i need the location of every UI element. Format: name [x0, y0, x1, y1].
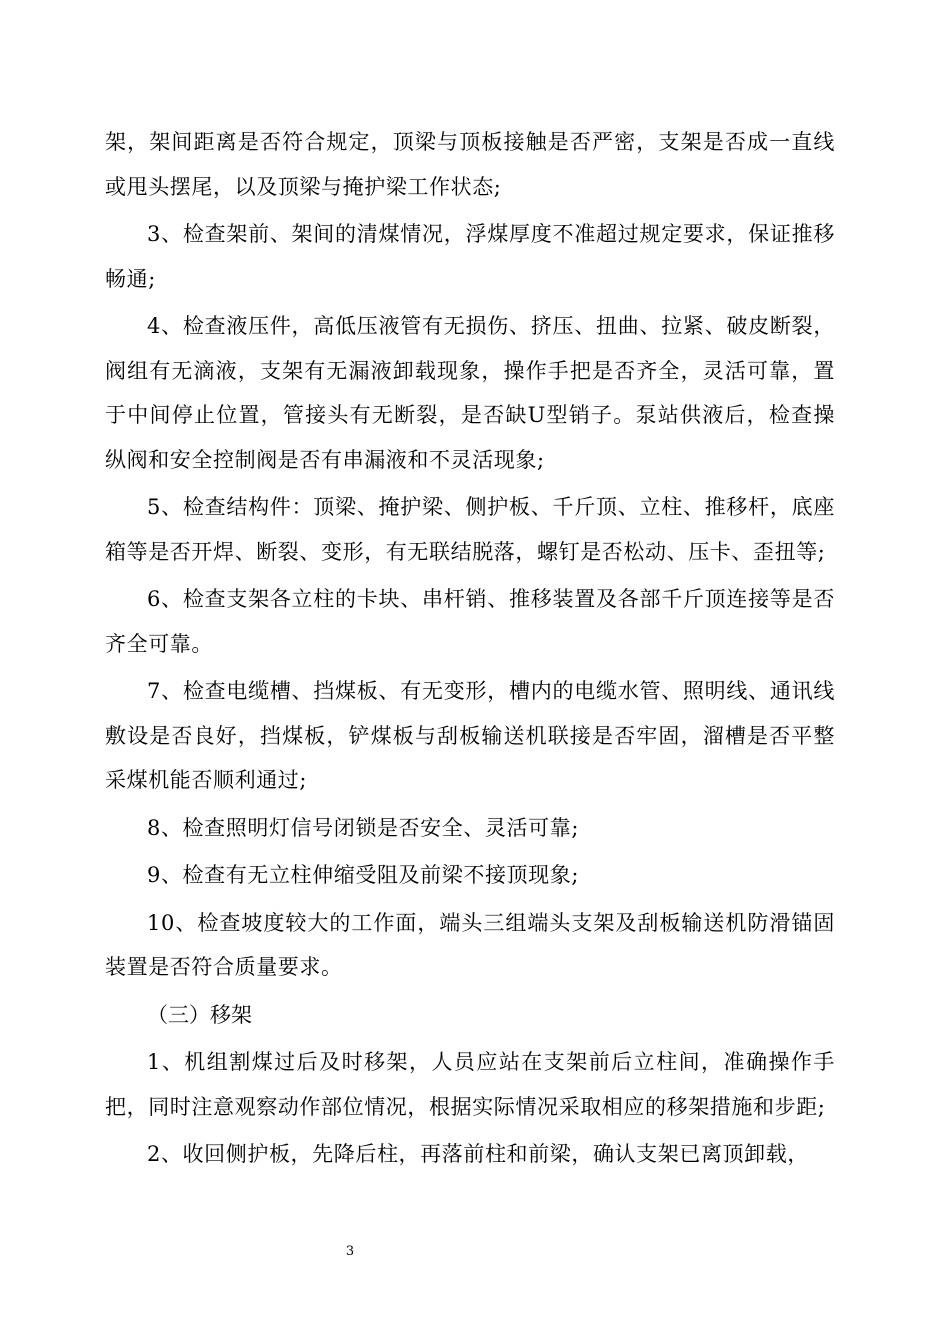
paragraph-continuation: 架，架间距离是否符合规定，顶梁与顶板接触是否严密，支架是否成一直线或甩头摆尾，以及顶梁与掩护梁工作状态;	[105, 130, 835, 199]
paragraph-item-9: 9、检查有无立柱伸缩受阻及前梁不接顶现象;	[147, 863, 580, 887]
paragraph-item-8: 8、检查照明灯信号闭锁是否安全、灵活可靠;	[147, 815, 580, 840]
paragraph-item-7: 7、检查电缆槽、挡煤板、有无变形，槽内的电缆水管、照明线、通讯线敷设是否良好，挡煤板，铲煤板与刮板输送机联接是否牢固，溜槽是否平整采煤机能否顺利通过;	[105, 679, 835, 792]
section-heading-move-support: （三）移架	[147, 1002, 252, 1027]
paragraph-move-2: 2、收回侧护板，先降后柱，再落前柱和前梁，确认支架已离顶卸载，	[147, 1142, 809, 1166]
paragraph-item-4: 4、检查液压件，高低压液管有无损伤、挤压、扭曲、拉紧、破皮断裂，阀组有无滴液，支架有无漏液卸载现象，操作手把是否齐全，灵活可靠，置于中间停止位置，管接头有无断裂，是否缺U型销子。泵站供液后，检查操纵阀和安全控制阀是否有串漏液和不灵活现象;	[105, 314, 835, 472]
paragraph-item-6: 6、检查支架各立柱的卡块、串杆销、推移装置及各部千斤顶连接等是否齐全可靠。	[105, 587, 835, 656]
paragraph-item-5: 5、检查结构件：顶梁、掩护梁、侧护板、千斤顶、立柱、推移杆，底座箱等是否开焊、断裂、变形，有无联结脱落，螺钉是否松动、压卡、歪扭等;	[105, 495, 835, 564]
body-text	[105, 120, 835, 1180]
paragraph-item-10: 10、检查坡度较大的工作面，端头三组端头支架及刮板输送机防滑锚固装置是否符合质量要求。	[105, 910, 835, 979]
paragraph-move-1: 1、机组割煤过后及时移架，人员应站在支架前后立柱间，准确操作手把，同时注意观察动作部位情况，根据实际情况采取相应的移架措施和步距;	[105, 1050, 835, 1119]
paragraph-item-3: 3、检查架前、架间的清煤情况，浮煤厚度不准超过规定要求，保证推移畅通;	[105, 222, 835, 291]
page-number: 3	[345, 1244, 355, 1259]
